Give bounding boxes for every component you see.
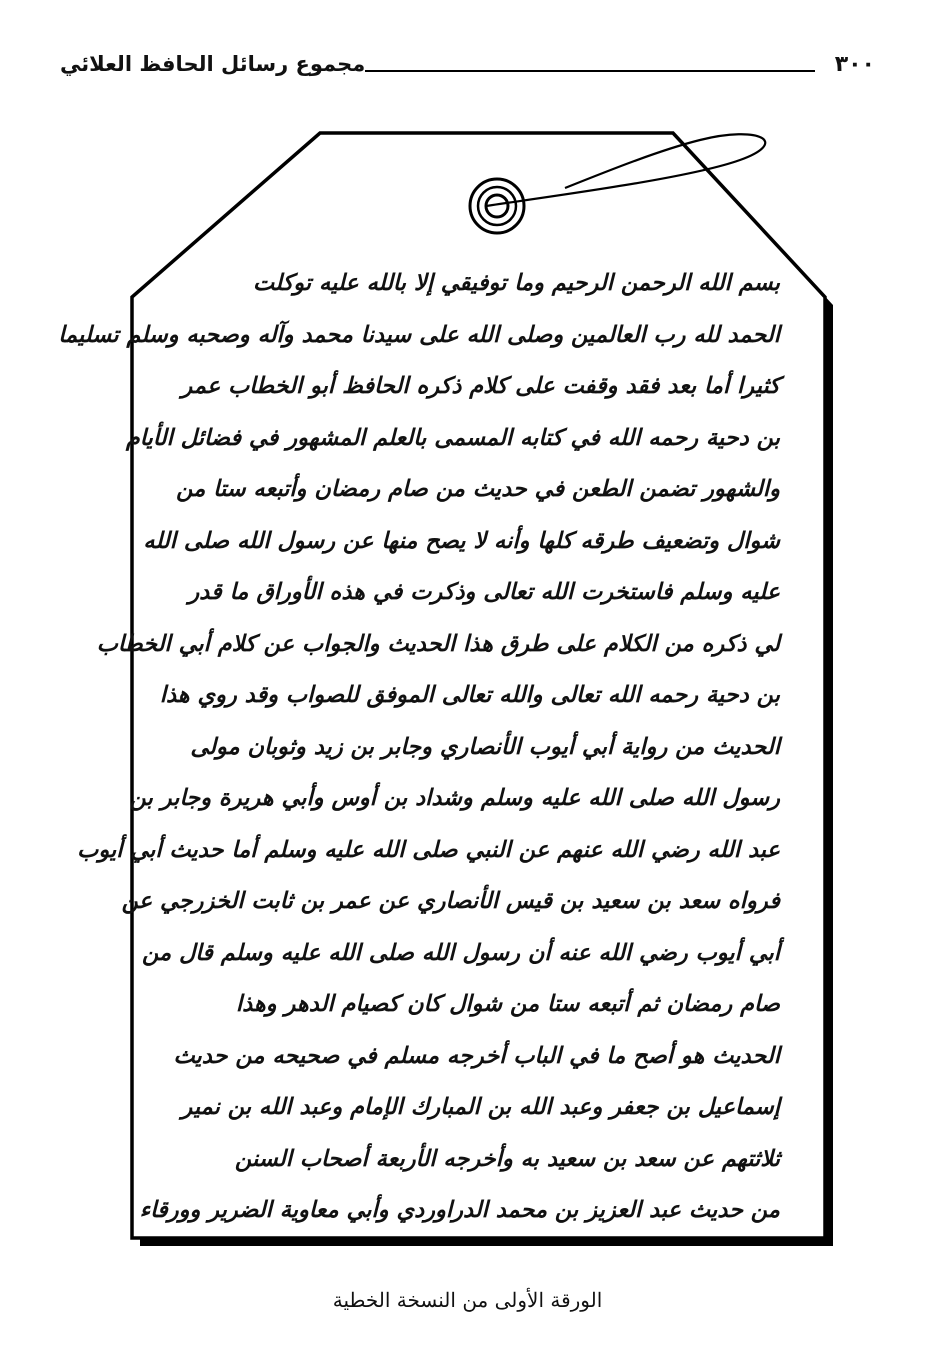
manuscript-line: من حديث عبد العزيز بن محمد الدراوردي وأبي معاوية الضرير وورقاء [139, 1197, 780, 1223]
manuscript-line: بسم الله الرحمن الرحيم وما توفيقي إلا بالله عليه توكلت [253, 270, 780, 296]
manuscript-line: بن دحية رحمه الله تعالى والله تعالى الموفق للصواب وقد روي هذا [159, 682, 780, 708]
manuscript-line: الحمد لله رب العالمين وصلى الله على سيدنا محمد وآله وصحبه وسلم تسليما [58, 321, 780, 348]
manuscript-line: رسول الله صلى الله عليه وسلم وشداد بن أوس وأبي هريرة وجابر بن [129, 785, 780, 811]
page-number: ٣٠٠ [834, 52, 875, 77]
figure-caption: الورقة الأولى من النسخة الخطية [332, 1288, 603, 1312]
manuscript-line: لي ذكره من الكلام على طرق هذا الحديث والجواب عن كلام أبي الخطاب [96, 630, 780, 657]
manuscript-line: عليه وسلم فاستخرت الله تعالى وذكرت في هذه الأوراق ما قدر [188, 579, 780, 605]
manuscript-line: بن دحية رحمه الله في كتابه المسمى بالعلم المشهور في فضائل الأيام [125, 424, 780, 451]
manuscript-line: شوال وتضعيف طرقه كلها وأنه لا يصح منها عن رسول الله صلى الله [143, 527, 780, 554]
manuscript-line: عبد الله رضي الله عنهم عن النبي صلى الله عليه وسلم أما حديث أبي أيوب [77, 836, 780, 863]
manuscript-text [58, 258, 780, 1237]
manuscript-line: والشهور تضمن الطعن في حديث من صام رمضان وأتبعه ستا من [176, 476, 780, 502]
running-title: مجموع رسائل الحافظ العلائي [60, 52, 366, 76]
manuscript-line: إسماعيل بن جعفر وعبد الله بن المبارك الإمام وعبد الله بن نمير [181, 1094, 780, 1120]
manuscript-line: ثلاثتهم عن سعد بن سعيد به وأخرجه الأربعة أصحاب السنن [234, 1145, 780, 1172]
manuscript-line: الحديث هو أصح ما في الباب أخرجه مسلم في صحيحه من حديث [173, 1042, 780, 1069]
manuscript-line: كثيرا أما بعد فقد وقفت على كلام ذكره الحافظ أبو الخطاب عمر [181, 373, 780, 399]
eyelet-icon [470, 179, 524, 233]
manuscript-line: صام رمضان ثم أتبعه ستا من شوال كان كصيام الدهر وهذا [235, 991, 780, 1017]
manuscript-line: الحديث من رواية أبي أيوب الأنصاري وجابر بن زيد وثوبان مولى [190, 733, 780, 760]
manuscript-line: أبي أيوب رضي الله عنه أن رسول الله صلى الله عليه وسلم قال من [141, 939, 780, 966]
manuscript-line: فرواه سعد بن سعيد بن قيس الأنصاري عن عمر بن ثابت الخزرجي عن [121, 888, 780, 914]
